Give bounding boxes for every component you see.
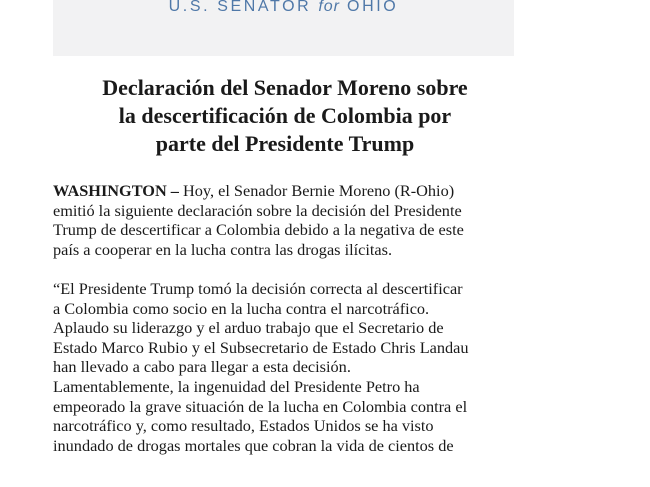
paragraph-line: han llevado a cabo para llegar a esta decisión.	[53, 357, 351, 377]
paragraph-line: emitió la siguiente declaración sobre la decisión del Presidente	[53, 200, 462, 220]
page-title	[40, 74, 530, 158]
banner-text	[53, 0, 514, 16]
paragraph-line: país a cooperar en la lucha contra las drogas ilícitas.	[53, 239, 393, 259]
banner-suffix: OHIO	[340, 0, 399, 15]
paragraph-line-text: Hoy, el Senador Bernie Moreno (R-Ohio)	[178, 181, 455, 200]
title-line: la descertificación de Colombia por	[118, 103, 452, 128]
paragraph-line: a Colombia como socio en la lucha contra el narcotráfico.	[53, 298, 430, 318]
banner-for: for	[318, 0, 340, 15]
statement-paragraph-1	[53, 181, 523, 259]
paragraph-line: empeorado la grave situación de la lucha en Colombia contra el	[53, 396, 468, 416]
dateline: WASHINGTON –	[53, 181, 179, 200]
paragraph-line: narcotráfico y, como resultado, Estados Unidos se ha visto	[53, 416, 434, 436]
paragraph-line	[53, 181, 523, 201]
banner-prefix: U.S. SENATOR	[168, 0, 319, 15]
paragraph-line: inundado de drogas mortales que cobran la vida de cientos de	[53, 435, 454, 455]
statement-paragraph-2	[53, 279, 523, 455]
title-line: Declaración del Senador Moreno sobre	[102, 75, 468, 100]
paragraph-line: “El Presidente Trump tomó la decisión correcta al descertificar	[53, 279, 463, 298]
paragraph-line: Lamentablemente, la ingenuidad del Presidente Petro ha	[53, 376, 420, 396]
paragraph-line: Trump de descertificar a Colombia debido a la negativa de este	[53, 220, 464, 240]
paragraph-line: Aplaudo su liderazgo y el arduo trabajo que el Secretario de	[53, 318, 444, 338]
senator-banner	[53, 0, 514, 56]
paragraph-line: Estado Marco Rubio y el Subsecretario de Estado Chris Landau	[53, 337, 469, 357]
title-line: parte del Presidente Trump	[155, 131, 415, 156]
